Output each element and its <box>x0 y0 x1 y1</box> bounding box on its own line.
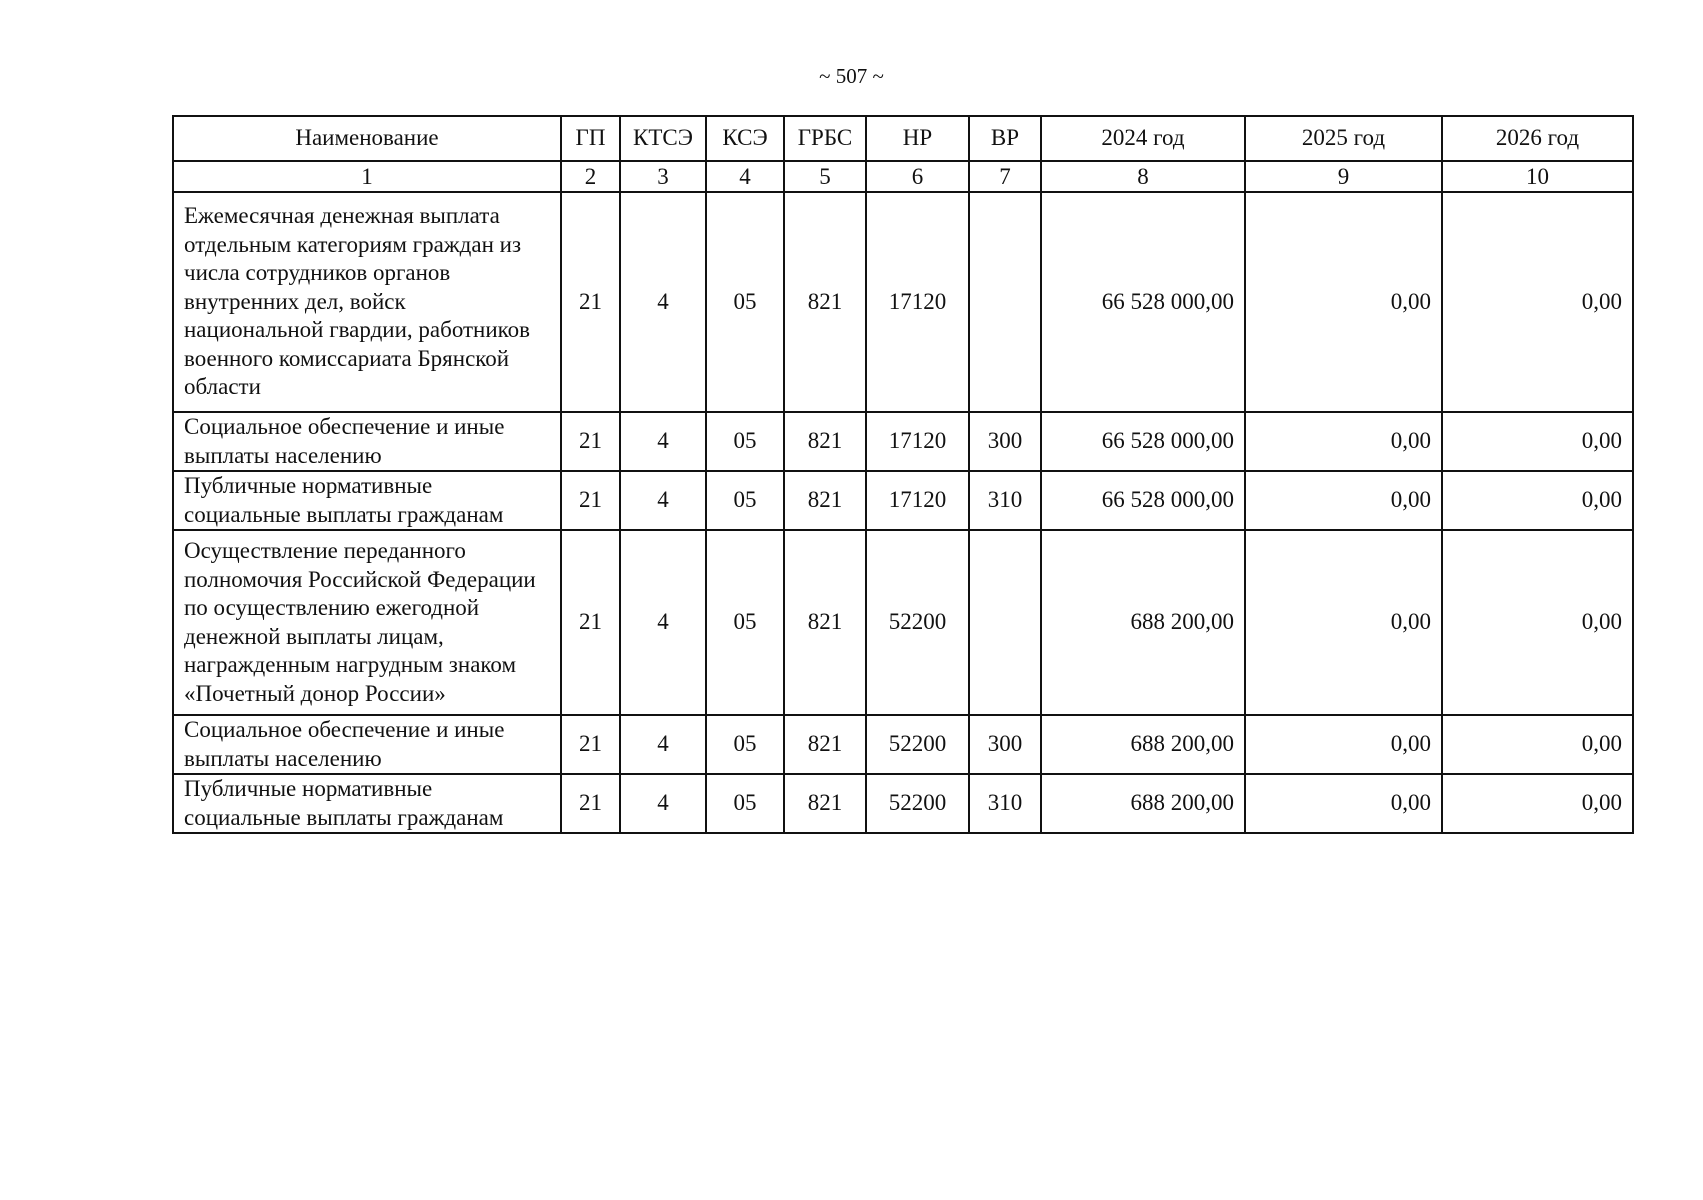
row-nr: 17120 <box>866 412 969 471</box>
row-amount-2025: 0,00 <box>1245 471 1442 530</box>
column-number: 10 <box>1442 161 1633 192</box>
row-gp: 21 <box>561 192 620 412</box>
column-number: 5 <box>784 161 866 192</box>
row-vr: 300 <box>969 715 1041 774</box>
row-gp: 21 <box>561 774 620 833</box>
row-amount-2026: 0,00 <box>1442 412 1633 471</box>
column-header-kse: КСЭ <box>706 116 784 161</box>
column-header-nr: НР <box>866 116 969 161</box>
row-grbs: 821 <box>784 471 866 530</box>
row-name: Публичные нормативные социальные выплаты гражданам <box>173 471 561 530</box>
row-grbs: 821 <box>784 412 866 471</box>
column-header-2025: 2025 год <box>1245 116 1442 161</box>
row-vr <box>969 530 1041 715</box>
row-vr: 300 <box>969 412 1041 471</box>
row-ktse: 4 <box>620 774 706 833</box>
column-header-vr: ВР <box>969 116 1041 161</box>
row-name: Публичные нормативные социальные выплаты гражданам <box>173 774 561 833</box>
row-grbs: 821 <box>784 192 866 412</box>
column-number: 7 <box>969 161 1041 192</box>
table-row <box>173 192 1633 412</box>
row-ktse: 4 <box>620 715 706 774</box>
column-header-2024: 2024 год <box>1041 116 1245 161</box>
row-name: Осуществление переданного полномочия Российской Федерации по осуществлению ежегодной денежной выплаты лицам, награжденным нагрудным знаком «Почетный донор России» <box>173 530 561 715</box>
budget-table <box>172 115 1634 834</box>
table-row <box>173 774 1633 833</box>
column-number: 3 <box>620 161 706 192</box>
row-gp: 21 <box>561 715 620 774</box>
row-amount-2026: 0,00 <box>1442 471 1633 530</box>
row-kse: 05 <box>706 530 784 715</box>
column-number: 8 <box>1041 161 1245 192</box>
row-nr: 52200 <box>866 715 969 774</box>
row-amount-2024: 688 200,00 <box>1041 715 1245 774</box>
row-amount-2024: 66 528 000,00 <box>1041 412 1245 471</box>
row-gp: 21 <box>561 530 620 715</box>
table-row <box>173 412 1633 471</box>
column-header-name: Наименование <box>173 116 561 161</box>
row-vr <box>969 192 1041 412</box>
row-name: Социальное обеспечение и иные выплаты населению <box>173 715 561 774</box>
row-kse: 05 <box>706 412 784 471</box>
row-vr: 310 <box>969 471 1041 530</box>
column-number: 9 <box>1245 161 1442 192</box>
row-kse: 05 <box>706 192 784 412</box>
column-header-ktse: КТСЭ <box>620 116 706 161</box>
column-header-2026: 2026 год <box>1442 116 1633 161</box>
column-header-grbs: ГРБС <box>784 116 866 161</box>
row-gp: 21 <box>561 471 620 530</box>
row-vr: 310 <box>969 774 1041 833</box>
column-number: 6 <box>866 161 969 192</box>
column-number: 4 <box>706 161 784 192</box>
row-grbs: 821 <box>784 530 866 715</box>
table-row <box>173 715 1633 774</box>
row-amount-2026: 0,00 <box>1442 715 1633 774</box>
row-name: Социальное обеспечение и иные выплаты населению <box>173 412 561 471</box>
row-kse: 05 <box>706 471 784 530</box>
row-amount-2025: 0,00 <box>1245 530 1442 715</box>
table-row <box>173 471 1633 530</box>
row-nr: 52200 <box>866 774 969 833</box>
column-header-gp: ГП <box>561 116 620 161</box>
row-kse: 05 <box>706 774 784 833</box>
row-nr: 17120 <box>866 471 969 530</box>
row-amount-2026: 0,00 <box>1442 774 1633 833</box>
row-nr: 17120 <box>866 192 969 412</box>
row-amount-2025: 0,00 <box>1245 412 1442 471</box>
row-name: Ежемесячная денежная выплата отдельным категориям граждан из числа сотрудников органов внутренних дел, войск национальной гвардии, работников военного комиссариата Брянской области <box>173 192 561 412</box>
page-number: ~ 507 ~ <box>819 64 884 88</box>
column-number-row <box>173 161 1633 192</box>
header-row <box>173 116 1633 161</box>
row-amount-2025: 0,00 <box>1245 774 1442 833</box>
row-ktse: 4 <box>620 530 706 715</box>
row-amount-2026: 0,00 <box>1442 530 1633 715</box>
row-grbs: 821 <box>784 715 866 774</box>
row-ktse: 4 <box>620 471 706 530</box>
row-amount-2025: 0,00 <box>1245 715 1442 774</box>
row-amount-2024: 688 200,00 <box>1041 774 1245 833</box>
row-nr: 52200 <box>866 530 969 715</box>
column-number: 2 <box>561 161 620 192</box>
column-number: 1 <box>173 161 561 192</box>
row-ktse: 4 <box>620 412 706 471</box>
table-row <box>173 530 1633 715</box>
row-amount-2024: 688 200,00 <box>1041 530 1245 715</box>
row-amount-2025: 0,00 <box>1245 192 1442 412</box>
row-ktse: 4 <box>620 192 706 412</box>
row-kse: 05 <box>706 715 784 774</box>
row-grbs: 821 <box>784 774 866 833</box>
row-gp: 21 <box>561 412 620 471</box>
row-amount-2024: 66 528 000,00 <box>1041 471 1245 530</box>
row-amount-2026: 0,00 <box>1442 192 1633 412</box>
row-amount-2024: 66 528 000,00 <box>1041 192 1245 412</box>
